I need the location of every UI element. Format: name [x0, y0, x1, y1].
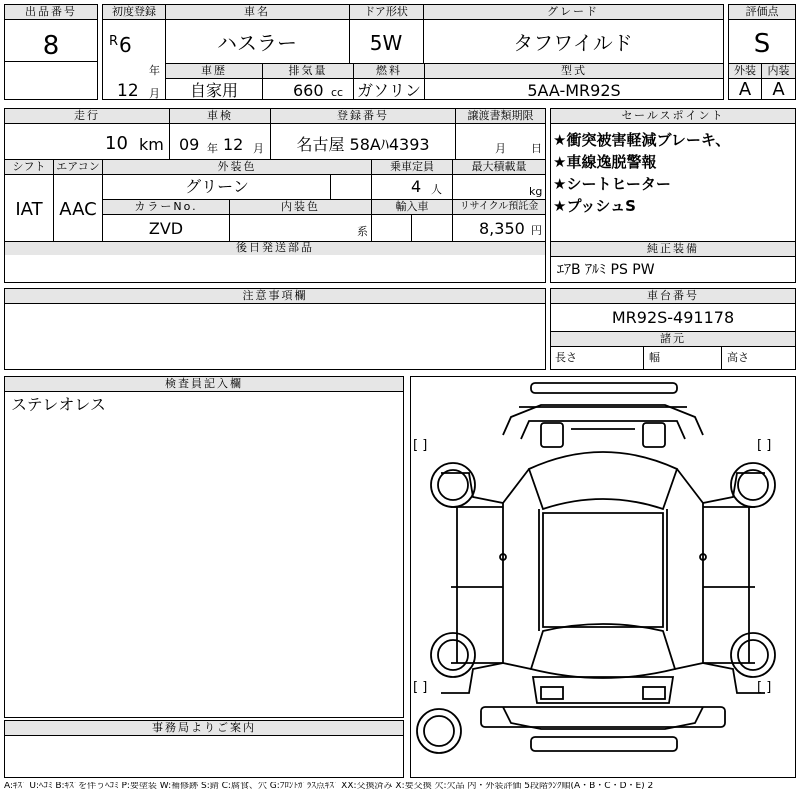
- displacement-label: 排気量: [263, 64, 353, 79]
- kg-unit: kg: [529, 185, 543, 198]
- aircon-value: AAC: [59, 199, 97, 220]
- door-type-value: 5W: [369, 31, 403, 55]
- transfer-month-unit: 月: [495, 142, 506, 155]
- color-suffix: 系: [357, 225, 368, 238]
- sales-points-box: [550, 108, 796, 242]
- exterior-label: 外装: [729, 64, 761, 79]
- details-box: [4, 108, 546, 256]
- bracket-marker: [ ]: [413, 438, 428, 453]
- lot-number-label: 出品番号: [5, 5, 97, 20]
- car-outline-icon: [411, 377, 795, 777]
- first-reg-year: 6: [119, 33, 132, 57]
- import-label: 輸入車: [372, 200, 452, 215]
- model-code-label: 型式: [425, 64, 723, 79]
- grade-value: タフワイルド: [513, 31, 633, 55]
- lot-number-box: [4, 4, 98, 100]
- car-name-value: ハスラー: [217, 31, 297, 55]
- max-load-label: 最大積載量: [453, 160, 545, 175]
- inspection-label: 車検: [170, 109, 270, 124]
- month-unit: 月: [149, 87, 160, 100]
- year-unit: 年: [149, 64, 160, 77]
- shift-value: IAT: [15, 199, 43, 220]
- mileage-value: 10: [105, 133, 128, 154]
- fuel-value: ガソリン: [356, 81, 421, 100]
- vehicle-main-box: [102, 4, 724, 100]
- first-registration-label: 初度登録: [103, 5, 165, 20]
- inspection-year-value: 09: [179, 135, 200, 154]
- inspection-month-value: 12: [223, 135, 244, 154]
- inspector-notes-box: [4, 376, 404, 718]
- genuine-equipment-label: 純正装備: [551, 242, 795, 257]
- lot-number-value: 8: [42, 31, 60, 61]
- dimensions-label: 諸元: [551, 332, 795, 347]
- capacity-value: 4: [411, 177, 422, 196]
- office-notice-label: 事務局よりご案内: [5, 721, 403, 736]
- cc-unit: cc: [331, 86, 344, 99]
- fuel-label: 燃料: [354, 64, 424, 79]
- inspector-notes-label: 検査員記入欄: [5, 377, 403, 392]
- sales-point-item: ★プッシュS: [553, 197, 636, 215]
- transfer-docs-label: 譲渡書類期限: [456, 109, 545, 124]
- aircon-label: エアコン: [54, 160, 102, 175]
- sales-point-item: ★衝突被害軽減ブレーキ、: [553, 131, 731, 149]
- inspector-notes-value: ステレオレス: [11, 395, 106, 414]
- later-parts-label: 後日発送部品: [5, 242, 545, 255]
- sales-points-label: セールスポイント: [551, 109, 795, 124]
- model-code-value: 5AA-MR92S: [527, 81, 621, 100]
- bracket-marker: [ ]: [413, 680, 428, 695]
- km-unit: km: [139, 135, 164, 154]
- later-parts-box: [4, 255, 546, 283]
- inspection-year-unit: 年: [207, 142, 218, 155]
- bracket-marker: [ ]: [757, 438, 772, 453]
- sales-point-item: ★車線逸脱警報: [553, 153, 657, 171]
- recycle-deposit-value: 8,350: [479, 219, 525, 238]
- exterior-score-value: A: [738, 79, 752, 100]
- height-label: 高さ: [727, 351, 749, 364]
- sales-point-item: ★シートヒーター: [553, 175, 671, 193]
- inspection-month-unit: 月: [253, 142, 264, 155]
- notes-box: [4, 288, 546, 370]
- color-no-value: ZVD: [148, 219, 184, 238]
- notes-label: 注意事項欄: [5, 289, 545, 304]
- chassis-number-value: MR92S-491178: [611, 308, 735, 327]
- grade-label: グレード: [423, 5, 723, 20]
- score-value: S: [753, 29, 771, 59]
- shift-label: シフト: [5, 160, 53, 175]
- exterior-color-value: グリーン: [185, 177, 249, 196]
- capacity-label: 乗車定員: [372, 160, 452, 175]
- mileage-label: 走行: [5, 109, 169, 124]
- recycle-label: リサイクル預託金: [453, 200, 545, 215]
- transfer-day-unit: 日: [531, 142, 542, 155]
- car-diagram: [410, 376, 796, 778]
- chassis-box: [550, 288, 796, 370]
- door-type-label: ドア形状: [349, 5, 423, 20]
- exterior-color-label: 外装色: [103, 160, 371, 175]
- interior-score-value: A: [772, 79, 785, 100]
- interior-label: 内装: [762, 64, 795, 79]
- legend-text: A:ｷｽﾞ U:ﾍｺﾐ B:ｷｽﾞを伴うﾍｺﾐ P:要塗装 W:補修跡 S:錆 C:腐食、穴 G:ﾌﾛﾝﾄｶﾞﾗｽ点ｷｽﾞ XX:交換済み X:要交換 欠:欠品 内・外装評価 5段階ﾗﾝｸ順(A・B・C・D・E) 2: [4, 782, 654, 791]
- genuine-equipment-value: ｴｱB ｱﾙﾐ PS PW: [557, 262, 655, 278]
- car-name-label: 車名: [165, 5, 349, 20]
- vehicle-history-label: 車歴: [166, 64, 262, 79]
- score-box: [728, 4, 796, 100]
- registration-number-label: 登録番号: [271, 109, 455, 124]
- vehicle-history-value: 自家用: [189, 81, 238, 100]
- length-label: 長さ: [555, 351, 577, 364]
- first-reg-month: 12: [117, 81, 139, 101]
- bracket-marker: [ ]: [757, 680, 772, 695]
- persons-unit: 人: [431, 183, 442, 196]
- displacement-value: 660: [293, 81, 324, 100]
- office-notice-box: [4, 720, 404, 778]
- era-value: R: [109, 34, 119, 49]
- registration-number-value: 名古屋 58Aﾊ4393: [296, 135, 430, 154]
- color-no-label: カラーNo.: [103, 200, 229, 215]
- score-label: 評価点: [729, 5, 795, 20]
- interior-color-label: 内装色: [230, 200, 371, 215]
- genuine-equipment-box: [550, 241, 796, 283]
- yen-unit: 円: [531, 224, 542, 237]
- chassis-number-label: 車台番号: [551, 289, 795, 304]
- width-label: 幅: [649, 351, 660, 364]
